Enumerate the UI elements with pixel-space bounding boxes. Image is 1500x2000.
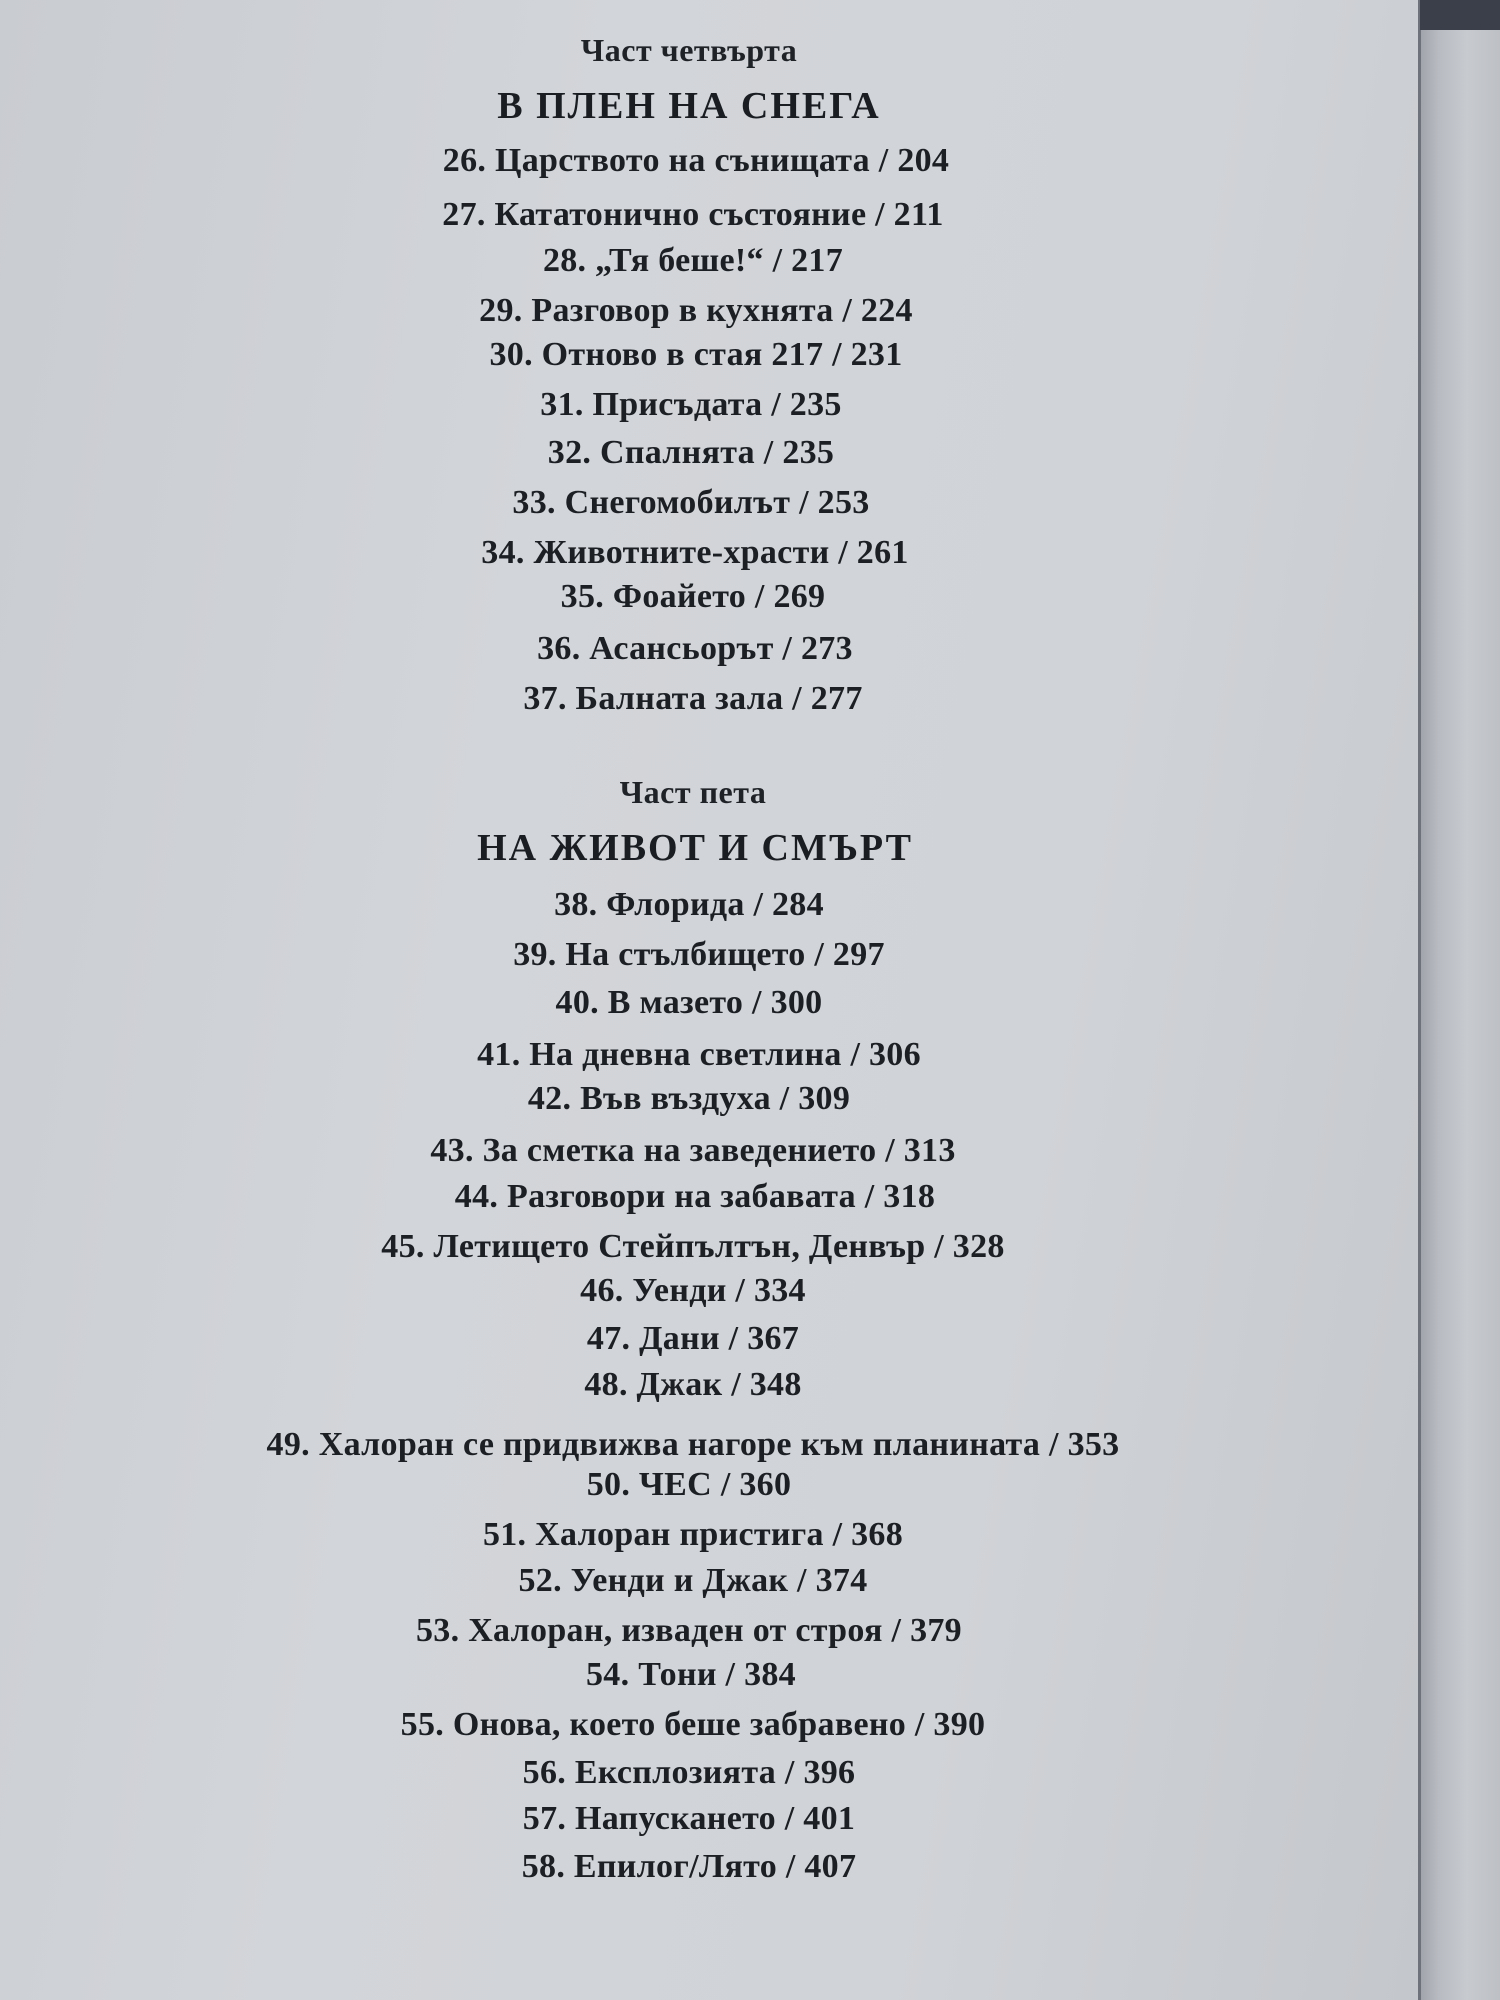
list-item: 37. Балната зала / 277	[523, 680, 863, 717]
list-item: 53. Халоран, изваден от строя / 379	[416, 1612, 962, 1649]
list-item: 45. Летището Стейпълтън, Денвър / 328	[381, 1228, 1005, 1265]
list-item: 44. Разговори на забавата / 318	[454, 1178, 936, 1215]
part-five-label: Част пета	[619, 774, 767, 810]
list-item: 50. ЧЕС / 360	[586, 1466, 792, 1503]
list-item: 30. Отново в стая 217 / 231	[489, 336, 903, 373]
list-item: 52. Уенди и Джак / 374	[518, 1562, 868, 1599]
list-item: 49. Халоран се придвижва нагоре към планината / 353	[266, 1426, 1120, 1463]
list-item: 46. Уенди / 334	[580, 1272, 806, 1309]
list-item: 33. Снегомобилът / 253	[512, 484, 870, 521]
list-item: 58. Епилог/Лято / 407	[521, 1848, 857, 1885]
list-item: 57. Напускането / 401	[522, 1800, 856, 1837]
list-item: 54. Тони / 384	[586, 1656, 796, 1693]
list-item: 47. Дани / 367	[586, 1320, 800, 1357]
list-item: 31. Присъдата / 235	[540, 386, 842, 423]
list-item: 26. Царството на сънищата / 204	[442, 142, 950, 179]
part-five-title: НА ЖИВОТ И СМЪРТ	[477, 827, 913, 869]
part-four-label: Част четвърта	[580, 32, 798, 68]
list-item: 38. Флорида / 284	[554, 886, 824, 923]
list-item: 55. Онова, което беше забравено / 390	[400, 1706, 986, 1743]
list-item: 48. Джак / 348	[584, 1366, 802, 1403]
list-item: 34. Животните-храсти / 261	[481, 534, 909, 571]
background-corner	[1420, 0, 1500, 30]
list-item: 28. „Тя беше!“ / 217	[542, 242, 844, 279]
part-four-title: В ПЛЕН НА СНЕГА	[497, 85, 881, 127]
page-edge	[1418, 0, 1500, 2000]
list-item: 43. За сметка на заведението / 313	[430, 1132, 956, 1169]
list-item: 42. Във въздуха / 309	[527, 1080, 851, 1117]
list-item: 40. В мазето / 300	[555, 984, 823, 1021]
list-item: 35. Фоайето / 269	[560, 578, 826, 615]
list-item: 56. Експлозията / 396	[522, 1754, 856, 1791]
list-item: 41. На дневна светлина / 306	[477, 1036, 921, 1073]
list-item: 29. Разговор в кухнята / 224	[479, 292, 913, 329]
list-item: 27. Кататонично състояние / 211	[442, 196, 944, 233]
list-item: 36. Асансьорът / 273	[537, 630, 853, 667]
list-item: 51. Халоран пристига / 368	[482, 1516, 904, 1553]
list-item: 39. На стълбището / 297	[513, 936, 885, 973]
list-item: 32. Спалнята / 235	[547, 434, 835, 471]
